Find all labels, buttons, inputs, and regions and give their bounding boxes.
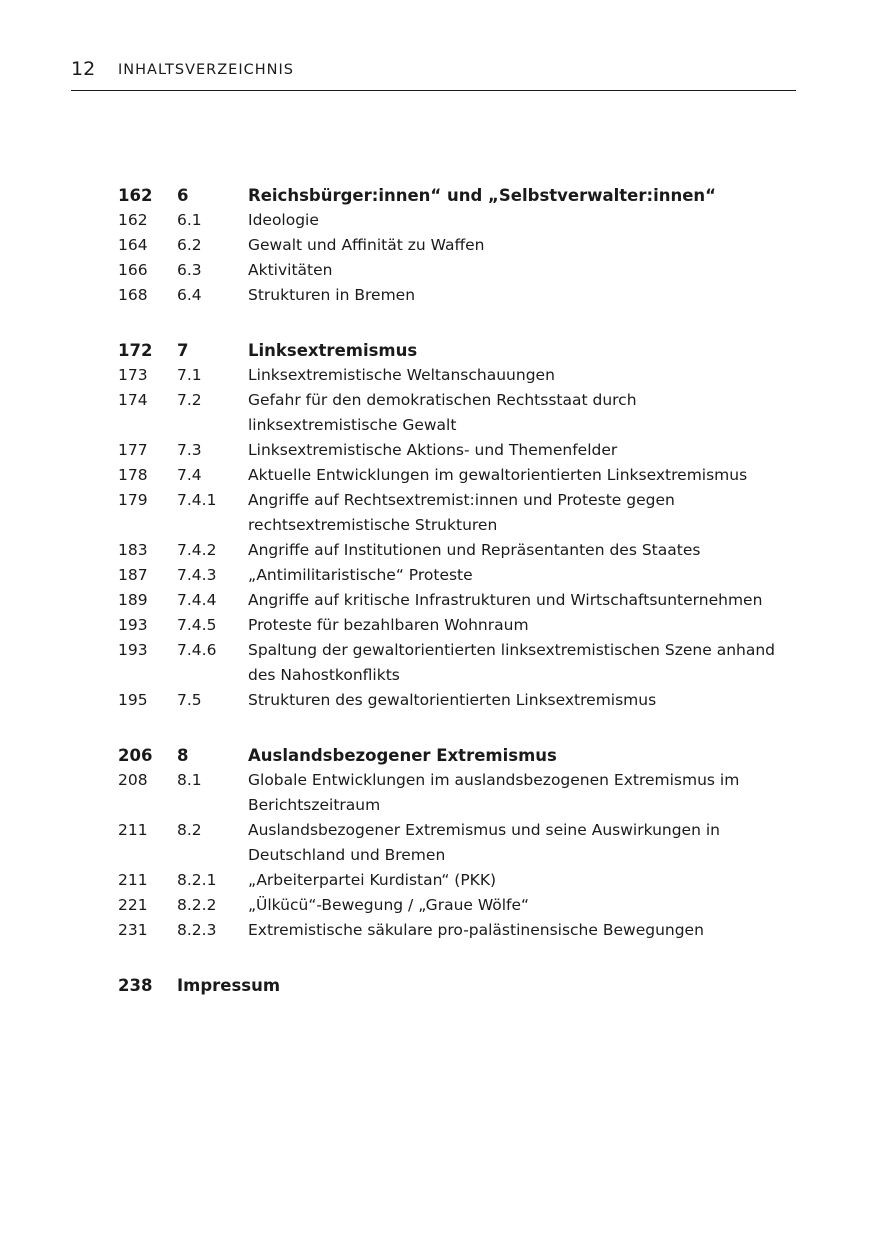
toc-section-number: 7.1 (177, 366, 202, 384)
toc-page-number: 162 (118, 186, 153, 205)
toc-page-number: 177 (118, 441, 148, 459)
toc-section-number: 7.4.1 (177, 491, 217, 509)
toc-page-number: 164 (118, 236, 148, 254)
toc-section-title: Angriffe auf Rechtsextremist:innen und Proteste gegen rechtsextremistische Strukturen (248, 491, 675, 534)
toc-section-title: Angriffe auf kritische Infrastrukturen und Wirtschaftsunternehmen (248, 591, 763, 609)
toc-section-title: Ideologie (248, 211, 319, 229)
page-header (71, 56, 796, 91)
toc-page-number: 208 (118, 771, 148, 789)
toc-section-number: 7.4 (177, 466, 202, 484)
toc-page-number: 231 (118, 921, 148, 939)
toc-section-number: 8 (177, 746, 189, 765)
toc-page-number: 178 (118, 466, 148, 484)
running-title: INHALTSVERZEICHNIS (118, 62, 294, 78)
toc-section-number: 7.5 (177, 691, 202, 709)
toc-section-number: 7.4.6 (177, 641, 217, 659)
toc-section-number: 8.2.1 (177, 871, 217, 889)
toc-section-title: Spaltung der gewaltorientierten linksextremistischen Szene anhand des Nahostkonflikts (248, 641, 776, 684)
toc-section-title: Strukturen des gewaltorientierten Linksextremismus (248, 691, 657, 709)
toc-section-title: Aktuelle Entwicklungen im gewaltorientierten Linksextremismus (248, 466, 748, 484)
toc-page-number: 238 (118, 976, 153, 995)
toc-section-number: 6 (177, 186, 189, 205)
toc-section-title: Reichsbürger:innen“ und „Selbstverwalter:innen“ (248, 186, 717, 205)
toc-section-title: Globale Entwicklungen im auslandsbezogenen Extremismus im Berichtszeitraum (248, 771, 740, 814)
toc-page-number: 206 (118, 746, 153, 765)
toc-section-title: Strukturen in Bremen (248, 286, 416, 304)
toc-section-title: Linksextremistische Aktions- und Themenfelder (248, 441, 618, 459)
toc-section-number: 7 (177, 341, 189, 360)
toc-section-number: 8.2.3 (177, 921, 217, 939)
toc-section-title: Proteste für bezahlbaren Wohnraum (248, 616, 529, 634)
toc-section-number: 6.3 (177, 261, 202, 279)
toc-page-number: 179 (118, 491, 148, 509)
toc-section-title: Impressum (177, 976, 281, 995)
toc-page-number: 187 (118, 566, 148, 584)
toc-section-title: „Antimilitaristische“ Proteste (248, 566, 473, 584)
toc-page-number: 174 (118, 391, 148, 409)
toc-section-number: 6.2 (177, 236, 202, 254)
toc-section-title: „Arbeiterpartei Kurdistan“ (PKK) (248, 871, 497, 889)
toc-page-number: 211 (118, 821, 148, 839)
toc-section-title: Extremistische säkulare pro-palästinensische Bewegungen (248, 921, 704, 939)
toc-page-number: 193 (118, 641, 148, 659)
toc-section-number: 8.2.2 (177, 896, 217, 914)
toc-section-title: Auslandsbezogener Extremismus und seine Auswirkungen in Deutschland und Bremen (248, 821, 720, 864)
toc-section-title: Gefahr für den demokratischen Rechtsstaat durch linksextremistische Gewalt (248, 391, 637, 434)
toc-section-number: 7.3 (177, 441, 202, 459)
toc-section-title: Auslandsbezogener Extremismus (248, 746, 557, 765)
toc-section-title: „Ülkücü“-Bewegung / „Graue Wölfe“ (248, 896, 530, 914)
toc-page-number: 189 (118, 591, 148, 609)
toc-section-title: Linksextremismus (248, 341, 418, 360)
toc-section-number: 7.4.2 (177, 541, 217, 559)
toc-section-number: 7.2 (177, 391, 202, 409)
toc-page-number: 168 (118, 286, 148, 304)
toc-page-number: 211 (118, 871, 148, 889)
toc-section-number: 8.2 (177, 821, 202, 839)
toc-section-title: Linksextremistische Weltanschauungen (248, 366, 555, 384)
toc-section-number: 7.4.5 (177, 616, 217, 634)
toc-section-number: 7.4.4 (177, 591, 217, 609)
toc-page-number: 183 (118, 541, 148, 559)
toc-page-number: 195 (118, 691, 148, 709)
toc-section-number: 7.4.3 (177, 566, 217, 584)
toc-page-number: 173 (118, 366, 148, 384)
toc-section-number: 6.1 (177, 211, 202, 229)
toc-section-title: Aktivitäten (248, 261, 333, 279)
toc-section-title: Angriffe auf Institutionen und Repräsentanten des Staates (248, 541, 701, 559)
page-number: 12 (71, 58, 96, 80)
toc-page-number: 193 (118, 616, 148, 634)
toc-page-number: 162 (118, 211, 148, 229)
toc-section-title: Gewalt und Affinität zu Waffen (248, 236, 485, 254)
toc-page-number: 166 (118, 261, 148, 279)
toc-section-number: 8.1 (177, 771, 202, 789)
toc-section-number: 6.4 (177, 286, 202, 304)
toc-page-number: 172 (118, 341, 153, 360)
toc-page-number: 221 (118, 896, 148, 914)
